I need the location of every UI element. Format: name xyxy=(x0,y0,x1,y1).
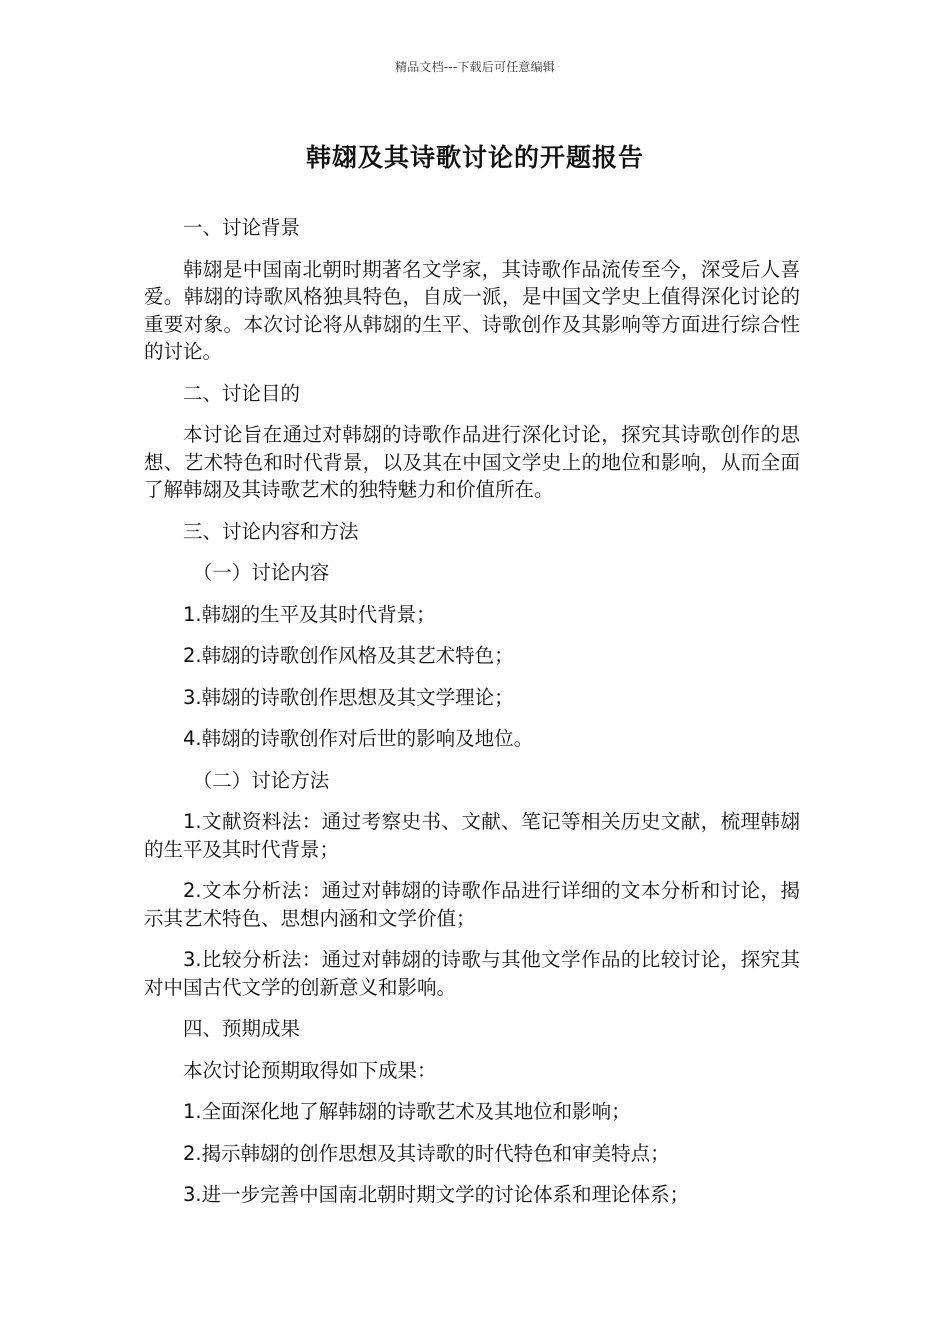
list-item: 3.韩翃的诗歌创作思想及其文学理论； xyxy=(183,685,514,709)
section-heading-outcomes: 四、预期成果 xyxy=(183,1017,301,1040)
section-heading-background: 一、讨论背景 xyxy=(183,216,301,239)
subheading-content: （一）讨论内容 xyxy=(192,561,330,584)
list-item: 2.韩翃的诗歌创作风格及其艺术特色； xyxy=(183,644,514,667)
list-item: 1.全面深化地了解韩翃的诗歌艺术及其地位和影响； xyxy=(183,1100,631,1123)
list-item: 3.比较分析法：通过对韩翃的诗歌与其他文学作品的比较讨论，探究其对中国古代文学的创新意义和影响。 xyxy=(144,948,800,999)
list-item: 1.文献资料法：通过考察史书、文献、笔记等相关历史文献，梳理韩翃的生平及其时代背景； xyxy=(144,810,800,861)
paragraph-outcomes-intro: 本次讨论预期取得如下成果： xyxy=(183,1058,437,1082)
section-heading-purpose: 二、讨论目的 xyxy=(183,381,301,405)
list-item: 1.韩翃的生平及其时代背景； xyxy=(183,602,436,626)
list-item: 3.进一步完善中国南北朝时期文学的讨论体系和理论体系； xyxy=(183,1183,690,1206)
subheading-method: （二）讨论方法 xyxy=(192,768,330,792)
header-note: 精品文档---下载后可任意编辑 xyxy=(395,60,555,74)
paragraph-purpose: 本讨论旨在通过对韩翃的诗歌作品进行深化讨论，探究其诗歌创作的思想、艺术特色和时代背景，以及其在中国文学史上的地位和影响，从而全面了解韩翃及其诗歌艺术的独特魅力和价值所在。 xyxy=(144,423,800,501)
document-title: 韩翃及其诗歌讨论的开题报告 xyxy=(305,143,644,172)
list-item: 2.文本分析法：通过对韩翃的诗歌作品进行详细的文本分析和讨论，揭示其艺术特色、思想内涵和文学价值； xyxy=(144,879,800,930)
list-item: 4.韩翃的诗歌创作对后世的影响及地位。 xyxy=(183,727,534,750)
section-heading-content-method: 三、讨论内容和方法 xyxy=(183,519,359,543)
paragraph-background: 韩翃是中国南北朝时期著名文学家，其诗歌作品流传至今，深受后人喜爱。韩翃的诗歌风格独具特色，自成一派，是中国文学史上值得深化讨论的重要对象。本次讨论将从韩翃的生平、诗歌创作及其影响等方面进行综合性的讨论。 xyxy=(144,257,800,363)
list-item: 2.揭示韩翃的创作思想及其诗歌的时代特色和审美特点； xyxy=(183,1141,670,1165)
document-body xyxy=(144,214,800,1223)
